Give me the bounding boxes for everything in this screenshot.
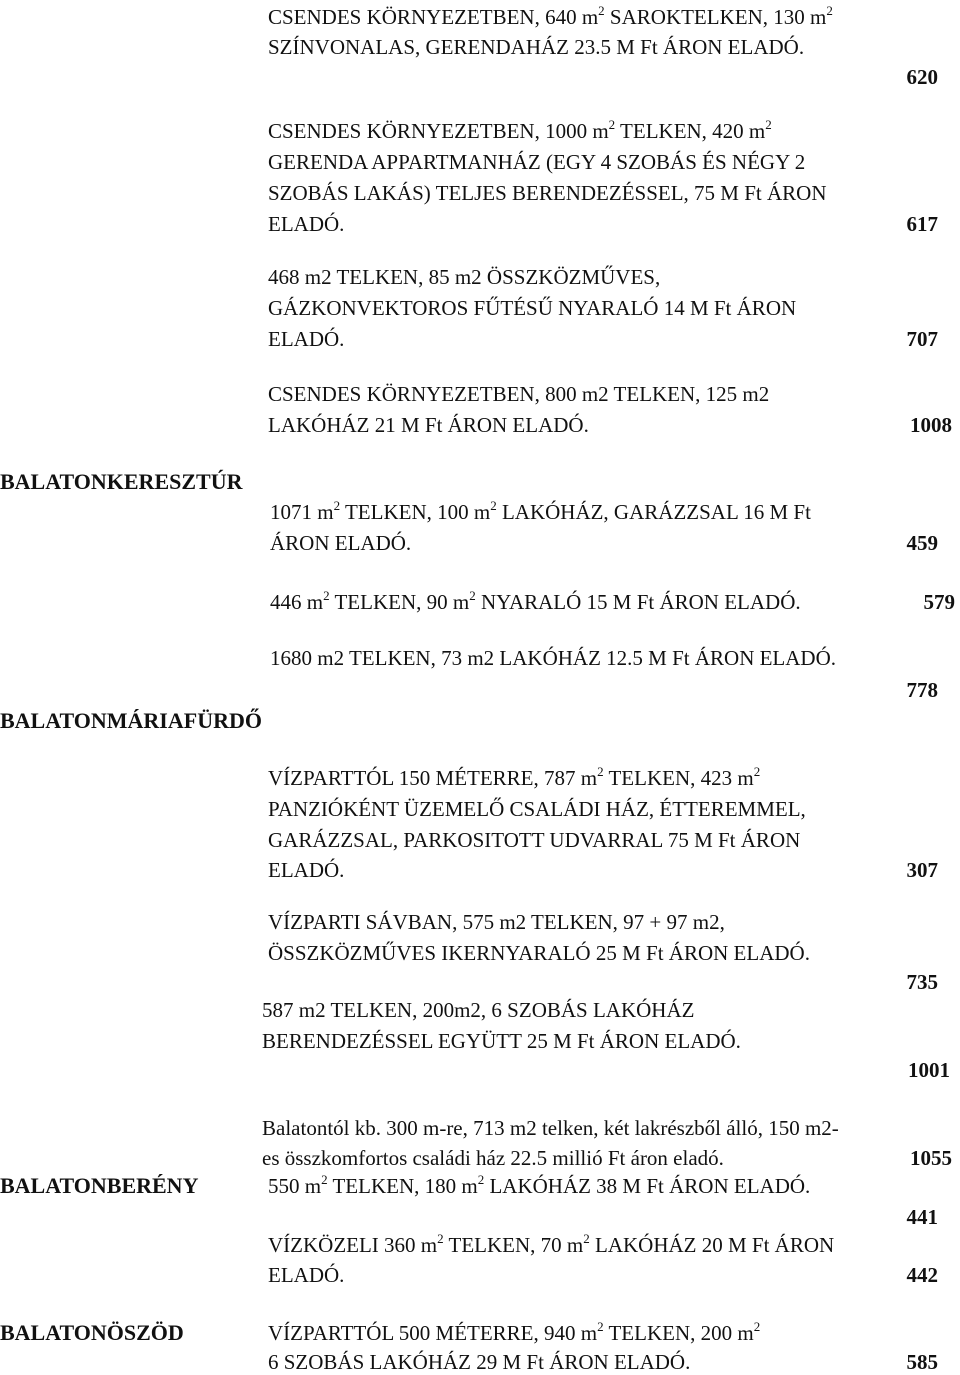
listing-ref-number: 1001 [908,1058,950,1082]
listing-text: TELKEN, 70 m [443,1233,584,1257]
superscript: 2 [469,588,476,603]
listing-line [268,264,660,290]
listing-text: VÍZKÖZELI 360 m [268,1233,438,1257]
listing-line [270,589,801,615]
listing-text: TELKEN, 200 m [603,1321,754,1345]
listing-line [268,1262,344,1288]
listing-text: LAKÓHÁZ 38 M Ft ÁRON ELADÓ. [484,1174,811,1198]
listing-text: LAKÓHÁZ 21 M Ft ÁRON ELADÓ. [268,413,589,437]
listing-ref-number: 620 [906,65,938,89]
listing-text: TELKEN, 180 m [327,1174,478,1198]
listing-line [268,412,589,438]
listing-text: SAROKTELKEN, 130 m [604,5,827,29]
listing-line [268,4,833,30]
listing-line [268,765,760,791]
heading-balatonkeresztur: BALATONKERESZTÚR [0,469,243,494]
superscript: 2 [583,1231,590,1246]
listing-ref-number: 307 [906,858,938,882]
listing-line [268,180,827,206]
listing-text: GARÁZZSAL, PARKOSITOTT UDVARRAL 75 M Ft ÁRON [268,828,801,852]
listing-line [268,1173,810,1199]
listing-ref-number: 579 [923,590,955,614]
listing-text: 587 m2 TELKEN, 200m2, 6 SZOBÁS LAKÓHÁZ [262,998,695,1022]
listing-line [268,149,805,175]
listing-text: ÁRON ELADÓ. [270,531,412,555]
superscript: 2 [598,3,605,18]
listing-line [268,118,772,144]
heading-balatonbereny: BALATONBERÉNY [0,1173,199,1198]
listing-text: 468 m2 TELKEN, 85 m2 ÖSSZKÖZMŰVES, [268,265,661,289]
listing-text: ELADÓ. [268,1263,345,1287]
listing-line [268,827,800,853]
listing-text: ELADÓ. [268,858,345,882]
listing-line [268,940,810,966]
listing-text: CSENDES KÖRNYEZETBEN, 1000 m [268,119,609,143]
listing-line [268,326,344,352]
listing-text: VÍZPARTI SÁVBAN, 575 m2 TELKEN, 97 + 97 m2, [268,910,725,934]
listing-text: GERENDA APPARTMANHÁZ (EGY 4 SZOBÁS ÉS NÉGY 2 [268,150,806,174]
listing-line [268,295,796,321]
listing-ref-number: 441 [906,1205,938,1229]
listing-text: PANZIÓKÉNT ÜZEMELŐ CSALÁDI HÁZ, ÉTTEREMMEL, [268,797,806,821]
superscript: 2 [597,1319,604,1334]
listing-ref-number: 1055 [910,1146,952,1170]
listing-text: TELKEN, 90 m [329,590,470,614]
listing-ref-number: 778 [906,678,938,702]
listing-ref-number: 459 [906,531,938,555]
listing-line [262,1115,839,1141]
listing-ref-number: 707 [906,327,938,351]
superscript: 2 [333,498,341,513]
listing-line [268,211,344,237]
listing-text: 446 m [270,590,324,614]
listing-text: SZOBÁS LAKÁS) TELJES BERENDEZÉSSEL, 75 M Ft ÁRON [268,181,827,205]
listing-line [262,1028,741,1054]
listing-line [268,1349,690,1375]
listing-line [268,796,806,822]
listing-text: ELADÓ. [268,212,345,236]
listing-line [268,1320,760,1346]
listing-text: BERENDEZÉSSEL EGYÜTT 25 M Ft ÁRON ELADÓ. [262,1029,741,1053]
superscript: 2 [597,764,604,779]
listing-text: 1680 m2 TELKEN, 73 m2 LAKÓHÁZ 12.5 M Ft ÁRON ELADÓ. [270,646,837,670]
superscript: 2 [765,117,772,132]
listing-line [262,997,694,1023]
listing-text: VÍZPARTTÓL 150 MÉTERRE, 787 m [268,766,598,790]
listing-text: 550 m [268,1174,322,1198]
listing-line [268,381,769,407]
listing-text: ÖSSZKÖZMŰVES IKERNYARALÓ 25 M Ft ÁRON ELADÓ. [268,941,810,965]
listing-text: TELKEN, 100 m [340,500,491,524]
listing-ref-number: 1008 [910,413,952,437]
listing-line [262,1145,724,1171]
listing-line [270,499,811,525]
listing-text: NYARALÓ 15 M Ft ÁRON ELADÓ. [475,590,801,614]
listing-ref-number: 442 [906,1263,938,1287]
listing-text: Balatontól kb. 300 m-re, 713 m2 telken, két lakrészből álló, 150 m2- [262,1116,839,1140]
listing-ref-number: 585 [906,1350,938,1374]
listing-ref-number: 617 [906,212,938,236]
superscript: 2 [321,1172,328,1187]
listing-ref-number: 735 [906,970,938,994]
listing-text: es összkomfortos családi ház 22.5 millió Ft áron eladó. [262,1146,724,1170]
listing-text: ELADÓ. [268,327,345,351]
listing-line [270,645,836,671]
superscript: 2 [437,1231,444,1246]
listing-text: 6 SZOBÁS LAKÓHÁZ 29 M Ft ÁRON ELADÓ. [268,1350,691,1374]
listing-text: TELKEN, 423 m [603,766,754,790]
superscript: 2 [753,764,761,779]
superscript: 2 [477,1172,485,1187]
heading-balatonoszod: BALATONÖSZÖD [0,1320,184,1345]
listing-line [268,1232,834,1258]
listing-line [270,530,411,556]
listing-text: 1071 m [270,500,334,524]
listing-text: VÍZPARTTÓL 500 MÉTERRE, 940 m [268,1321,598,1345]
listing-text: SZÍNVONALAS, GERENDAHÁZ 23.5 M Ft ÁRON ELADÓ. [268,35,805,59]
listing-text: CSENDES KÖRNYEZETBEN, 800 m2 TELKEN, 125 m2 [268,382,770,406]
superscript: 2 [753,1319,761,1334]
listing-text: CSENDES KÖRNYEZETBEN, 640 m [268,5,599,29]
superscript: 2 [608,117,616,132]
heading-balatonmariafurdo: BALATONMÁRIAFÜRDŐ [0,708,262,733]
listing-text: LAKÓHÁZ, GARÁZZSAL 16 M Ft [496,500,811,524]
superscript: 2 [490,498,497,513]
listing-line [268,857,344,883]
superscript: 2 [826,3,833,18]
superscript: 2 [323,588,330,603]
listing-line [268,909,725,935]
listing-text: GÁZKONVEKTOROS FŰTÉSŰ NYARALÓ 14 M Ft ÁRON [268,296,797,320]
listing-line [268,34,804,60]
listing-text: TELKEN, 420 m [615,119,766,143]
listing-text: LAKÓHÁZ 20 M Ft ÁRON [589,1233,835,1257]
